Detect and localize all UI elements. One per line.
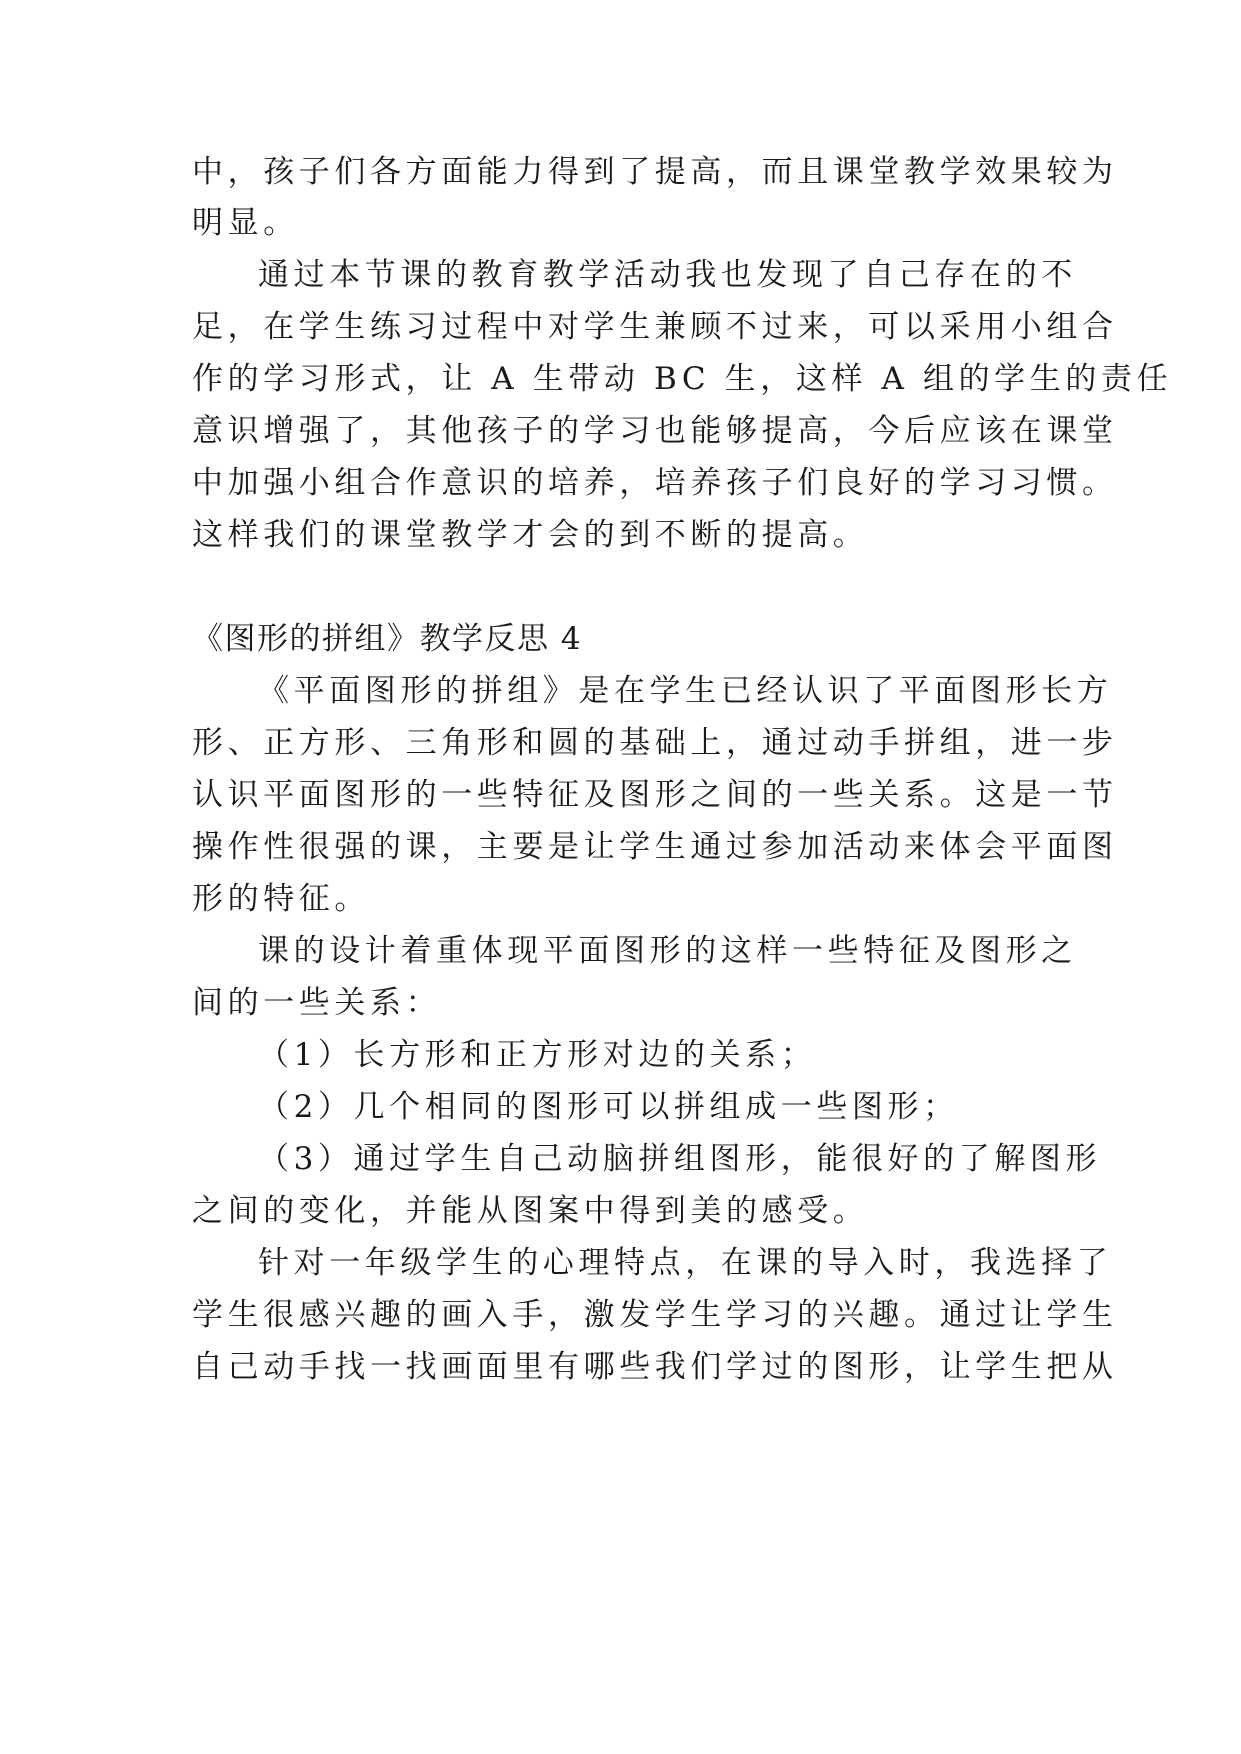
list-item: （2）几个相同的图形可以拼组成一些图形； (258, 1089, 959, 1125)
text-line: 间的一些关系： (192, 985, 442, 1021)
paragraph-first-line: 针对一年级学生的心理特点，在课的导入时，我选择了 (258, 1245, 1113, 1281)
paragraph-first-line: 课的设计着重体现平面图形的这样一些特征及图形之 (258, 933, 1077, 969)
text-line: 自己动手找一找画面里有哪些我们学过的图形，让学生把从 (192, 1349, 1118, 1385)
text-line: 之间的变化，并能从图案中得到美的感受。 (192, 1193, 869, 1229)
text-line: 明显。 (192, 205, 299, 241)
paragraph-first-line: 《平面图形的拼组》是在学生已经认识了平面图形长方 (258, 673, 1113, 709)
text-line: 作的学习形式，让 A 生带动 BC 生，这样 A 组的学生的责任 (192, 361, 1173, 397)
text-line: 足，在学生练习过程中对学生兼顾不过来，可以采用小组合 (192, 309, 1118, 345)
text-line: 中加强小组合作意识的培养，培养孩子们良好的学习习惯。 (192, 465, 1118, 501)
text-line: 学生很感兴趣的画入手，激发学生学习的兴趣。通过让学生 (192, 1297, 1118, 1333)
list-item: （3）通过学生自己动脑拼组图形，能很好的了解图形 (258, 1141, 1102, 1177)
text-line: 操作性很强的课，主要是让学生通过参加活动来体会平面图 (192, 829, 1118, 865)
text-line: 形的特征。 (192, 881, 370, 917)
paragraph-first-line: 通过本节课的教育教学活动我也发现了自己存在的不 (258, 257, 1077, 293)
section-heading: 《图形的拼组》教学反思 4 (192, 621, 583, 657)
text-line: 认识平面图形的一些特征及图形之间的一些关系。这是一节 (192, 777, 1118, 813)
list-item: （1）长方形和正方形对边的关系； (258, 1037, 817, 1073)
text-line: 这样我们的课堂教学才会的到不断的提高。 (192, 517, 869, 553)
text-line: 意识增强了，其他孩子的学习也能够提高，今后应该在课堂 (192, 413, 1118, 449)
text-line: 形、正方形、三角形和圆的基础上，通过动手拼组，进一步 (192, 725, 1118, 761)
text-line: 中，孩子们各方面能力得到了提高，而且课堂教学效果较为 (192, 154, 1118, 190)
